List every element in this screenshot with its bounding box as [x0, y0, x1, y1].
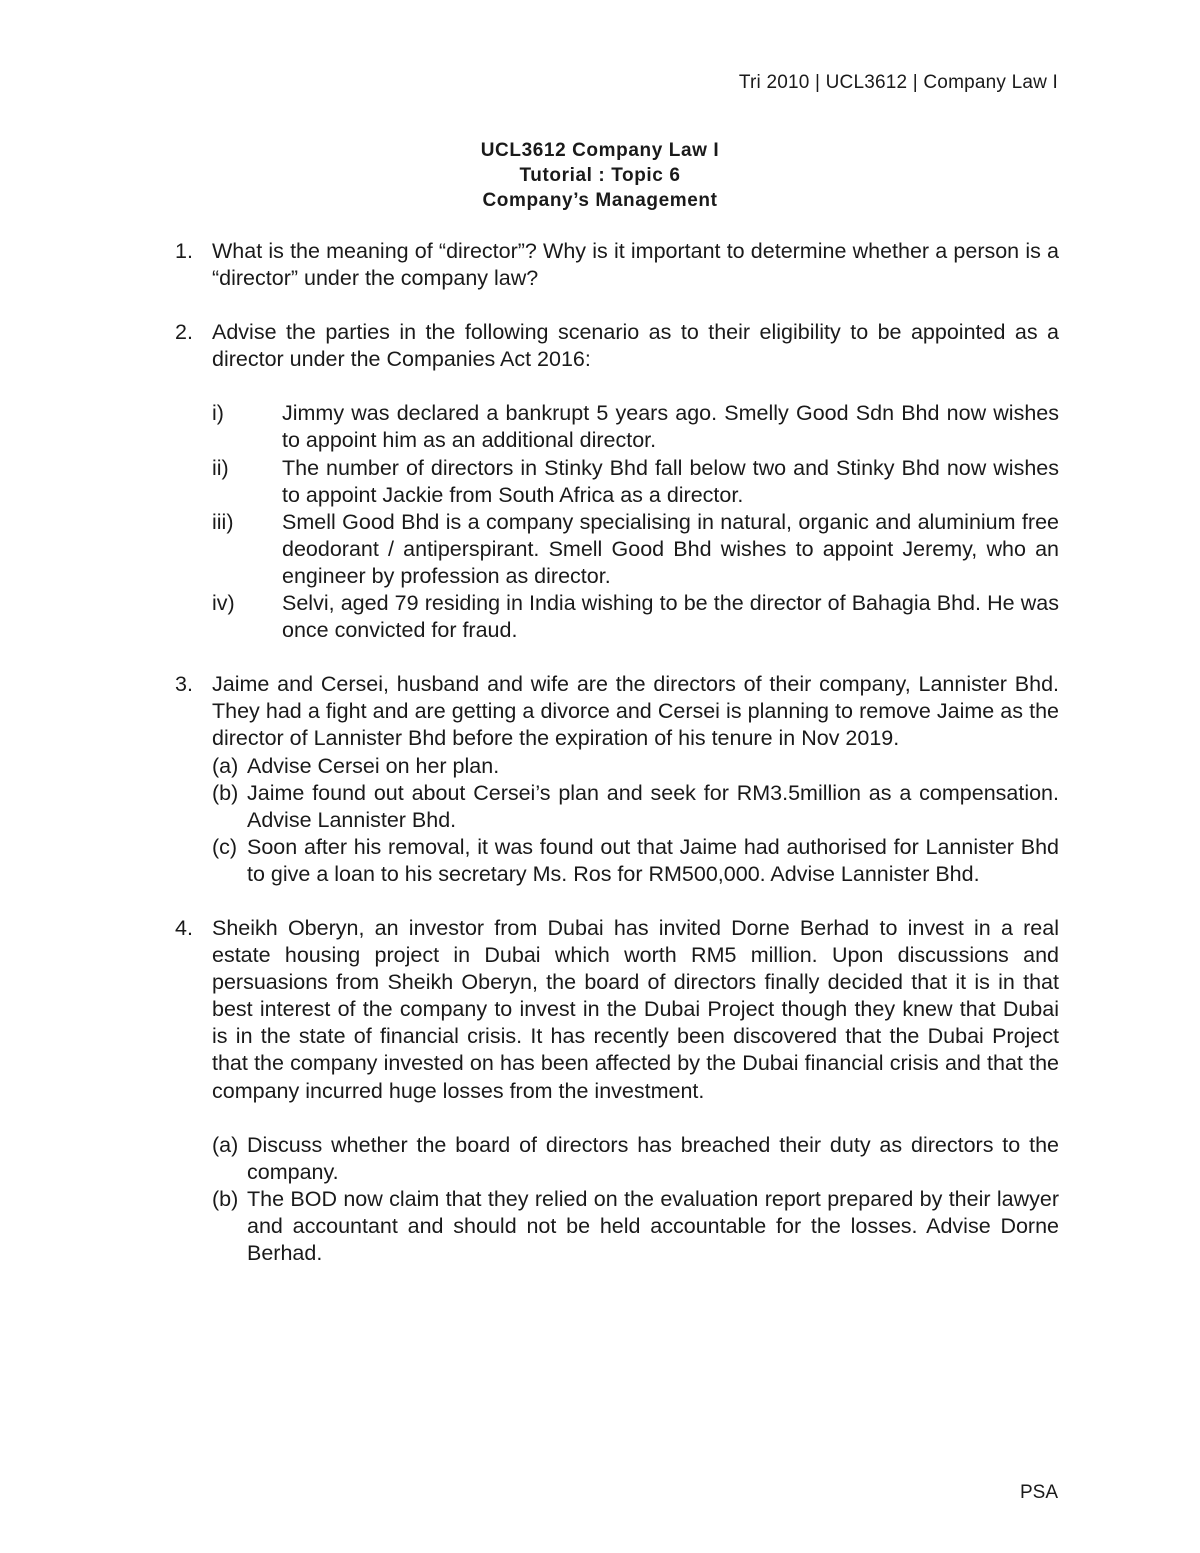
sub-question-text: Selvi, aged 79 residing in India wishing to be the director of Bahagia Bhd. He was once convicted for fraud. — [282, 591, 1059, 643]
question-text: Sheikh Oberyn, an investor from Dubai has invited Dorne Berhad to invest in a real estate housing project in Dubai which worth RM5 million. Upon discussions and persuasions from Sheikh Oberyn, the board of directors finally decided that it is in that best interest of the company to invest in the Dubai Project though they knew that Dubai is in the state of financial crisis. It has recently been discovered that the Dubai Project that the company invested on has been affected by the Dubai financial crisis and that the company incurred huge losses from the investment. — [212, 915, 1059, 1103]
title-course: UCL3612 Company Law I — [480, 140, 720, 161]
sub-question — [212, 400, 1059, 454]
sub-question — [212, 590, 1059, 644]
question-number: 3. — [175, 672, 193, 697]
footer-initials: PSA — [1019, 1482, 1058, 1503]
document-title — [0, 138, 1200, 213]
sub-question-text: The BOD now claim that they relied on the evaluation report prepared by their lawyer and accountant and should not be held accountable for the losses. Advise Dorne Berhad. — [247, 1186, 1059, 1265]
question-number: 4. — [175, 915, 193, 940]
sub-question-text: The number of directors in Stinky Bhd fall below two and Stinky Bhd now wishes to appoint Jackie from South Africa as a director. — [282, 455, 1059, 507]
sub-question-number: ii) — [212, 455, 229, 480]
sub-question-number: iv) — [212, 591, 235, 616]
sub-question-number: (b) — [212, 1186, 239, 1211]
sub-question — [212, 509, 1059, 590]
sub-question-text: Smell Good Bhd is a company specialising in natural, organic and aluminium free deodorant / antiperspirant. Smell Good Bhd wishes to appoint Jeremy, who an engineer by profession as director. — [282, 509, 1059, 588]
sub-question-number: (c) — [212, 834, 238, 859]
title-topic: Company’s Management — [482, 190, 718, 211]
question-text: What is the meaning of “director”? Why is it important to determine whether a person is a “director” under the company law? — [212, 239, 1059, 291]
sub-question-text: Jaime found out about Cersei’s plan and seek for RM3.5million as a compensation. Advise Lannister Bhd. — [247, 780, 1059, 832]
running-header: Tri 2010 | UCL3612 | Company Law I — [738, 72, 1058, 93]
sub-question-list — [212, 400, 1059, 644]
question-2 — [175, 319, 1059, 644]
question-1 — [175, 238, 1059, 292]
sub-question-number: i) — [212, 401, 224, 426]
sub-question-text: Jimmy was declared a bankrupt 5 years ago. Smelly Good Sdn Bhd now wishes to appoint him as an additional director. — [282, 401, 1059, 453]
sub-question — [212, 1186, 1059, 1267]
sub-question — [212, 753, 1059, 780]
question-number: 2. — [175, 320, 193, 345]
sub-question-number: (a) — [212, 1132, 239, 1157]
question-4 — [175, 915, 1059, 1267]
sub-question — [212, 834, 1059, 888]
sub-question — [212, 1132, 1059, 1186]
questions-list — [175, 238, 1059, 1267]
sub-question-number: (b) — [212, 780, 239, 805]
sub-question-text: Soon after his removal, it was found out that Jaime had authorised for Lannister Bhd to give a loan to his secretary Ms. Ros for RM500,000. Advise Lannister Bhd. — [247, 834, 1059, 886]
sub-question-text: Advise Cersei on her plan. — [247, 753, 500, 778]
sub-question-number: (a) — [212, 753, 239, 778]
sub-question — [212, 455, 1059, 509]
question-number: 1. — [175, 239, 193, 263]
sub-question — [212, 780, 1059, 834]
title-tutorial: Tutorial : Topic 6 — [519, 165, 681, 186]
sub-question-number: iii) — [212, 509, 234, 534]
question-text: Advise the parties in the following scenario as to their eligibility to be appointed as a director under the Companies Act 2016: — [212, 320, 1059, 372]
sub-question-text: Discuss whether the board of directors has breached their duty as directors to the company. — [247, 1132, 1059, 1184]
question-text: Jaime and Cersei, husband and wife are the directors of their company, Lannister Bhd. They had a fight and are getting a divorce and Cersei is planning to remove Jaime as the director of Lannister Bhd before the expiration of his tenure in Nov 2019. — [212, 672, 1059, 751]
question-3 — [175, 671, 1059, 888]
